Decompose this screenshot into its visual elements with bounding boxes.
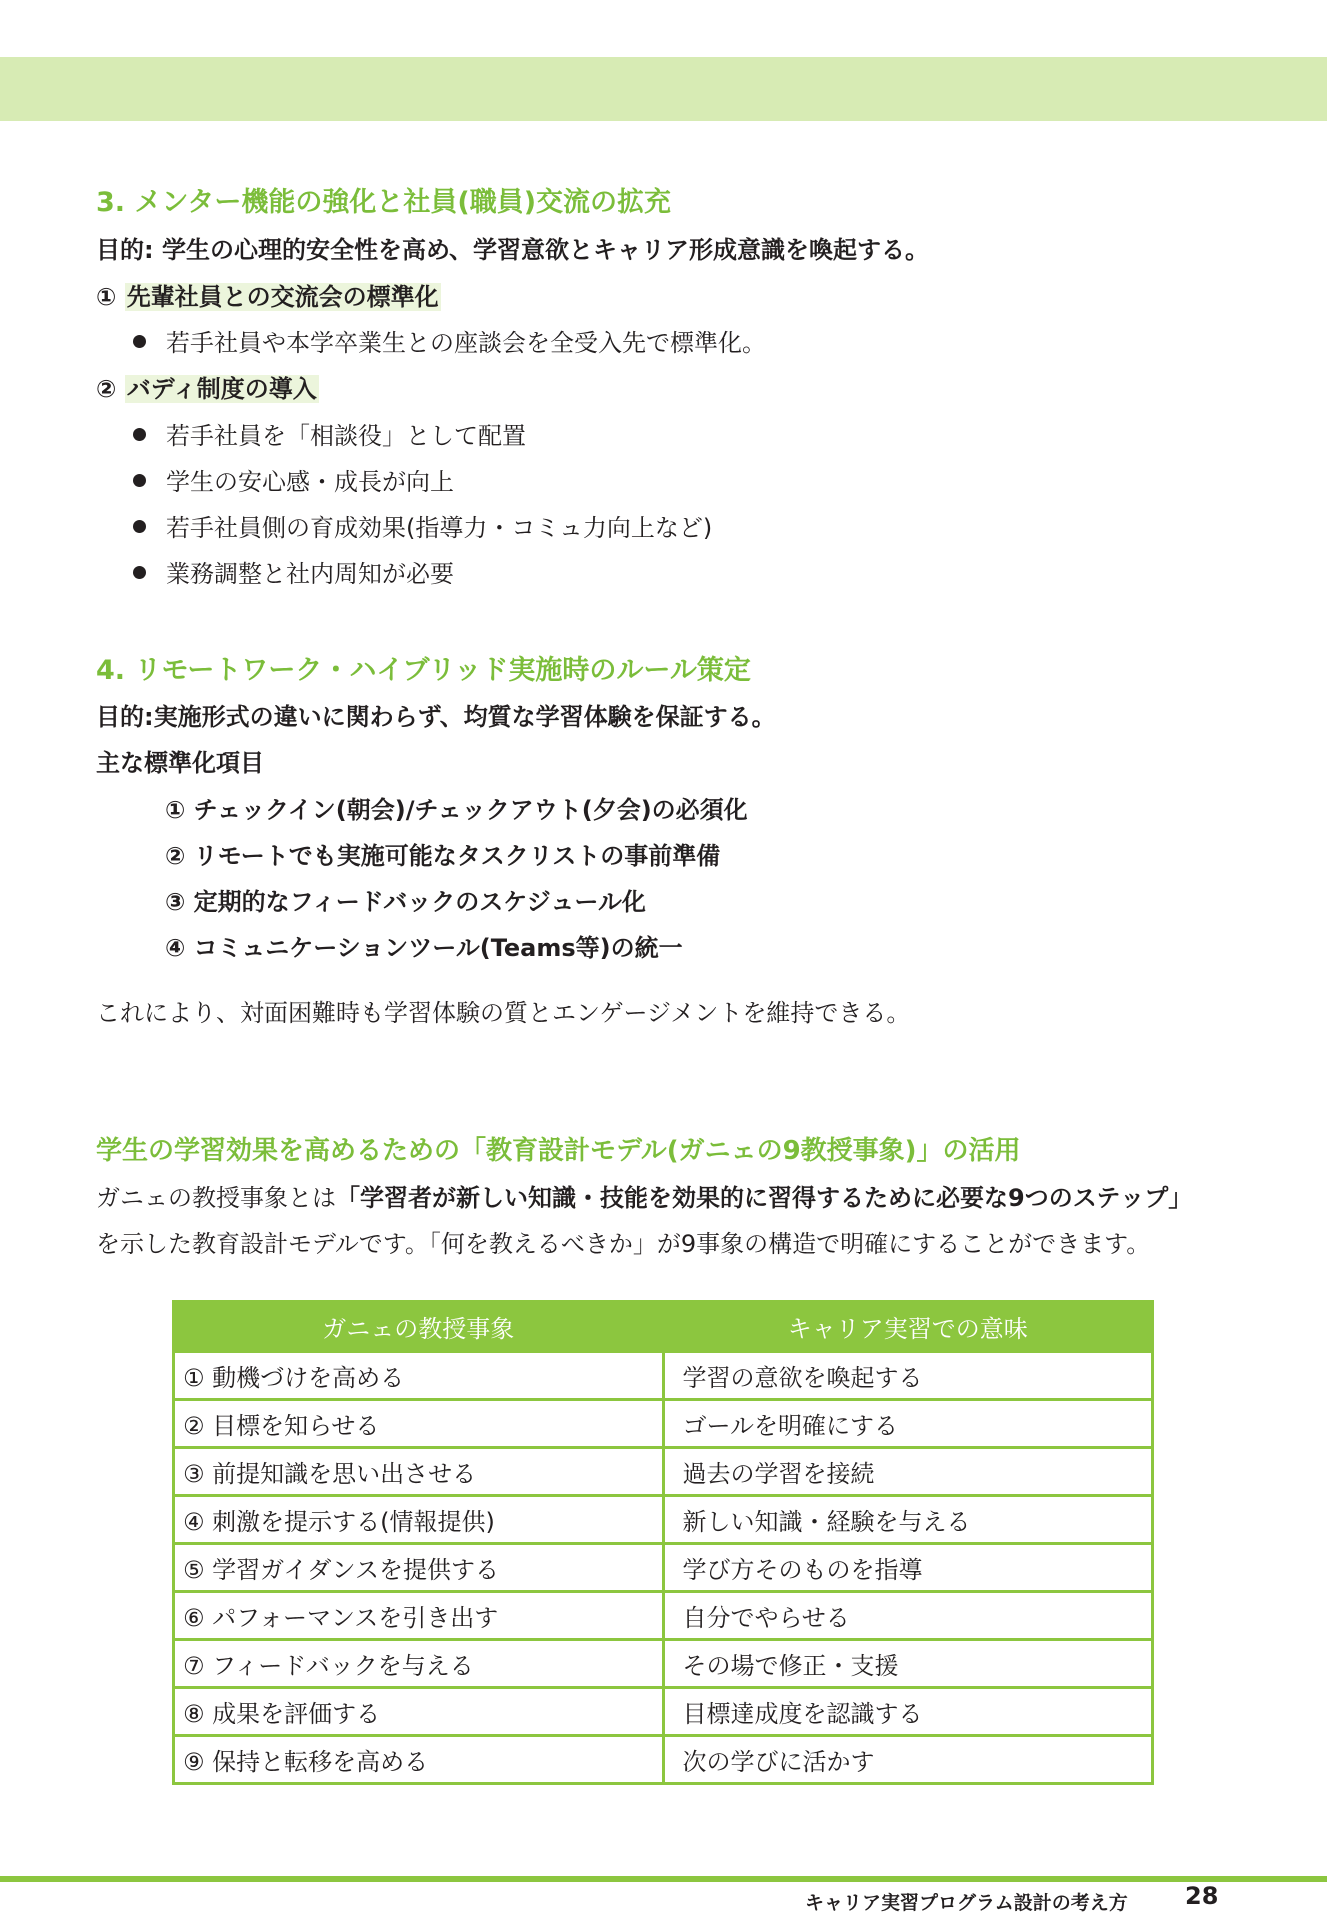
bullet-icon [133, 428, 146, 441]
table-cell: 学習の意欲を喚起する [663, 1352, 1153, 1400]
bullet-icon [133, 520, 146, 533]
gagne-title: 学生の学習効果を高めるための「教育設計モデル(ガニェの9教授事象)」の活用 [96, 1136, 1021, 1166]
list-item: ④ コミュニケーションツール(Teams等)の統一 [165, 934, 683, 962]
section4-title: 4. リモートワーク・ハイブリッド実施時のルール策定 [96, 655, 751, 686]
page-number: 28 [1185, 1882, 1219, 1910]
table-row [174, 1448, 1153, 1496]
table-cell: 新しい知識・経験を与える [663, 1496, 1153, 1544]
header-band [0, 57, 1327, 121]
section3-purpose: 目的: 学生の心理的安全性を高め、学習意欲とキャリア形成意識を喚起する。 [96, 236, 929, 264]
table-cell: ⑥ パフォーマンスを引き出す [174, 1592, 664, 1640]
list-item: 若手社員側の育成効果(指導力・コミュ力向上など) [133, 508, 712, 543]
table-cell: 過去の学習を接続 [663, 1448, 1153, 1496]
table-cell: ⑧ 成果を評価する [174, 1688, 664, 1736]
item2-number: ② [96, 375, 117, 403]
table-row [174, 1352, 1153, 1400]
table-cell: ゴールを明確にする [663, 1400, 1153, 1448]
table-cell: その場で修正・支援 [663, 1640, 1153, 1688]
table-row [174, 1400, 1153, 1448]
table-cell: ① 動機づけを高める [174, 1352, 664, 1400]
section4-subheading: 主な標準化項目 [96, 749, 264, 777]
table-row [174, 1496, 1153, 1544]
list-item: 若手社員を「相談役」として配置 [133, 416, 526, 451]
table-cell: ⑤ 学習ガイダンスを提供する [174, 1544, 664, 1592]
table-cell: 自分でやらせる [663, 1592, 1153, 1640]
item1-number: ① [96, 283, 117, 311]
item2-title: バディ制度の導入 [126, 375, 317, 403]
table-row [174, 1736, 1153, 1784]
list-item: 学生の安心感・成長が向上 [133, 462, 454, 497]
table-cell: ② 目標を知らせる [174, 1400, 664, 1448]
list-item: ① チェックイン(朝会)/チェックアウト(夕会)の必須化 [165, 796, 748, 824]
table-row [174, 1688, 1153, 1736]
bullet-icon [133, 474, 146, 487]
bullet-icon [133, 566, 146, 579]
footer-title: キャリア実習プログラム設計の考え方 [805, 1892, 1128, 1914]
section4-conclusion: これにより、対面困難時も学習体験の質とエンゲージメントを維持できる。 [96, 999, 911, 1027]
table-cell: 目標達成度を認識する [663, 1688, 1153, 1736]
gagne-table [172, 1300, 1154, 1785]
section3-item1-heading [96, 277, 441, 312]
table-cell: ③ 前提知識を思い出させる [174, 1448, 664, 1496]
list-item: ③ 定期的なフィードバックのスケジュール化 [165, 888, 646, 916]
list-item: 若手社員や本学卒業生との座談会を全受入先で標準化。 [133, 323, 766, 358]
section4-purpose: 目的:実施形式の違いに関わらず、均質な学習体験を保証する。 [96, 703, 776, 731]
footer-rule [0, 1876, 1327, 1882]
table-header-row [174, 1302, 1153, 1352]
column-header: キャリア実習での意味 [663, 1302, 1153, 1352]
gagne-intro-line1: ガニェの教授事象とは「学習者が新しい知識・技能を効果的に習得するために必要な9つのステップ」 [96, 1184, 1193, 1212]
list-item: ② リモートでも実施可能なタスクリストの事前準備 [165, 842, 721, 870]
table-cell: ④ 刺激を提示する(情報提供) [174, 1496, 664, 1544]
table-cell: ⑨ 保持と転移を高める [174, 1736, 664, 1784]
table-row [174, 1640, 1153, 1688]
table-cell: 学び方そのものを指導 [663, 1544, 1153, 1592]
section3-item2-heading [96, 369, 319, 404]
item1-title: 先輩社員との交流会の標準化 [126, 283, 439, 311]
table-row [174, 1592, 1153, 1640]
bullet-icon [133, 335, 146, 348]
table-row [174, 1544, 1153, 1592]
list-item: 業務調整と社内周知が必要 [133, 554, 454, 589]
section3-title: 3. メンター機能の強化と社員(職員)交流の拡充 [96, 187, 672, 218]
column-header: ガニェの教授事象 [174, 1302, 664, 1352]
table-cell: ⑦ フィードバックを与える [174, 1640, 664, 1688]
gagne-intro-line2: を示した教育設計モデルです。「何を教えるべきか」が9事象の構造で明確にすることができます。 [96, 1230, 1151, 1258]
table-cell: 次の学びに活かす [663, 1736, 1153, 1784]
